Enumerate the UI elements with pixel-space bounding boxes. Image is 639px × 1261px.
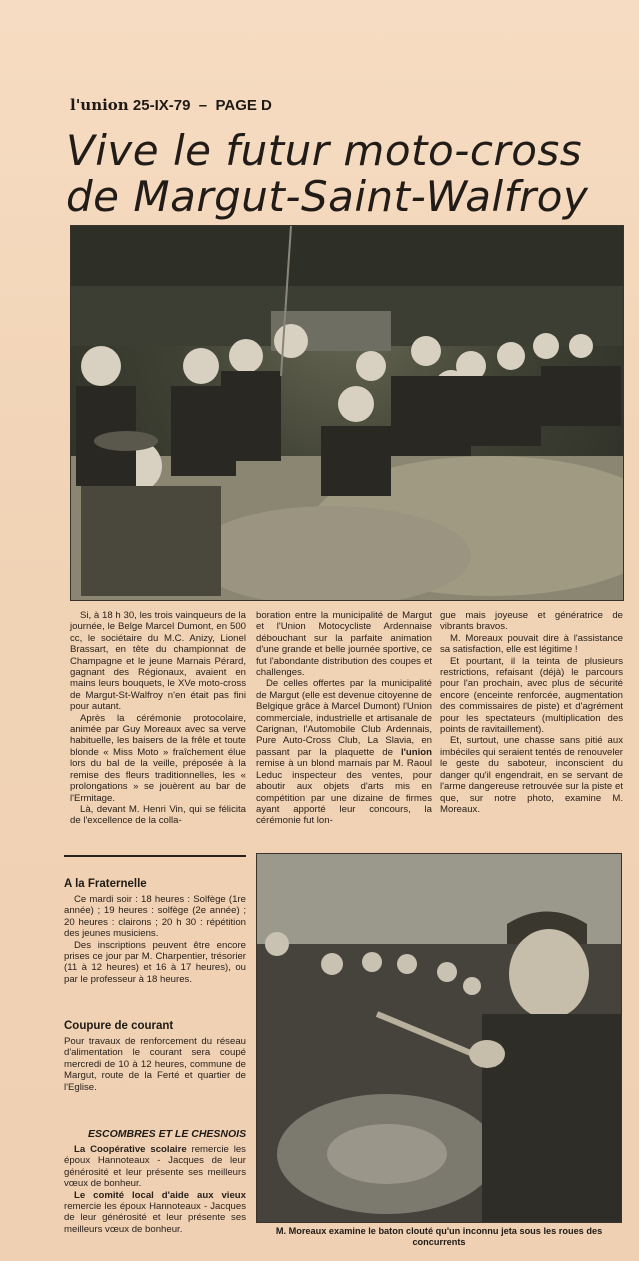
article-headline <box>66 128 636 220</box>
photo-caption: M. Moreaux examine le baton clouté qu'un inconnu jeta sous les roues des concurrents <box>275 1226 603 1247</box>
article-paragraph: boration entre la municipalité de Margut et l'Union Motocycliste Ardennaise débouchant sur la parfaite animation d'une grande et belle journée sportive, ce fut l'abondante distribution des coupes et challenges. <box>256 610 432 679</box>
section-divider <box>64 855 246 857</box>
fraternelle-paragraph: Des inscriptions peuvent être encore prises ce jour par M. Charpentier, trésorier (11 à 12 heures) et 16 à 17 heures), ou par le professeur à 18 heures. <box>64 939 246 985</box>
article-text: remise à un blond marnais par M. Raoul Leduc inspecteur des ventes, pour aboutir aux objets d'arts mis en compétition par une dizaine de firmes ayant apporté leur concours, la cérémonie fut lon- <box>256 758 432 827</box>
coupure-title: Coupure de courant <box>64 1020 174 1032</box>
coupure-paragraph: Pour travaux de renforcement du réseau d'alimentation le courant sera coupé mercredi de 10 à 12 heures, commune de Margut, route de la Ferté et quartier de l'Eglise. <box>64 1036 246 1093</box>
moreaux-photo-illustration <box>257 854 622 1223</box>
crowd-photo <box>70 225 624 601</box>
escombres-org-2: Le comité local d'aide aux vieux <box>74 1189 246 1201</box>
article-paragraph: M. Moreaux pouvait dire à l'assistance sa satisfaction, elle est légitime ! <box>440 632 623 656</box>
crowd-photo-illustration <box>71 226 624 601</box>
header-date: 25-IX-79 <box>132 97 191 114</box>
headline-line-2: de Margut-Saint-Walfroy <box>66 172 589 221</box>
article-paragraph: Là, devant M. Henri Vin, qui se félicita de l'excellence de la colla- <box>70 803 246 827</box>
newspaper-brand-inline: l'union <box>400 746 432 758</box>
coupure-text <box>64 1036 246 1093</box>
newspaper-brand: l'union <box>70 96 129 114</box>
escombres-text <box>64 1144 246 1235</box>
article-paragraph <box>256 678 432 826</box>
escombres-paragraph <box>64 1144 246 1190</box>
escombres-title: ESCOMBRES ET LE CHESNOIS <box>88 1128 247 1140</box>
escombres-org-1: La Coopérative scolaire <box>74 1144 187 1155</box>
article-text: De celles offertes par la municipalité de Margut (elle est devenue citoyenne de Belgique grâce à Marcel Dumont) l'Union commerciale, industrielle et artisanale de Carignan, l'Automobile Club Ardennais, Pure Auto-Cross Club, La Slavia, en passant par la plaquette de <box>256 678 432 758</box>
article-paragraph: gue mais joyeuse et génératrice de vibrants bravos. <box>440 610 623 633</box>
article-paragraph: Et pourtant, il la teinta de plusieurs restrictions, refaisant (déjà) le parcours pour l'an prochain, avec plus de sécurité encore (enceinte renforcée, augmentation des commissaires de piste) et d'agrément pour les spectateurs (multiplication des points de ravitaillement). <box>440 655 623 736</box>
article-paragraph: Si, à 18 h 30, les trois vainqueurs de la journée, le Belge Marcel Dumont, en 500 cc, le sociétaire du M.C. Anizy, Lionel Brassart, en tête du championnat de Champagne et le jeune Marnais Pérard, gagnant des Régionaux, avaient en mains leurs bouquets, le XVe moto-cross de Margut-St-Walfroy n'en était pas fini pour autant. <box>70 610 246 713</box>
header-page: PAGE D <box>215 97 272 114</box>
escombres-paragraph <box>64 1190 246 1236</box>
escombres-text-2: remercie les époux Hannoteaux - Jacques de leur générosité et leur présente ses meilleurs vœux de bonheur. <box>64 1201 246 1235</box>
escombres-text-1: remercie les époux Hannoteaux - Jacques de leur générosité et leur présente ses meilleurs vœux de bonheur. <box>64 1144 246 1190</box>
moreaux-photo <box>256 853 622 1223</box>
fraternelle-title: A la Fraternelle <box>64 878 147 890</box>
article-paragraph: Et, surtout, une chasse sans pitié aux imbéciles qui seraient tentés de renouveler le geste du saboteur, inconscient du danger qu'il engendrait, en se servant de l'arme dangereuse retrouvée sur la piste et que, sur notre photo, examine M. Moreaux. <box>440 735 623 815</box>
article-paragraph: Après la cérémonie protocolaire, animée par Guy Moreaux avec sa verve habituelle, les baisers de la frêle et toute blonde « Miss Moto » fraîchement élue lors du bal de la veille, préposée à la remise des fleurs traditionnelles, les « prolongations » se jouèrent au bar de l'Ermitage. <box>70 712 246 804</box>
fraternelle-paragraph: Ce mardi soir : 18 heures : Solfège (1re année) ; 19 heures : solfège (2e année) ; 20 heures : clairons ; 20 h 30 : répétition des jeunes musiciens. <box>64 894 246 940</box>
page-header <box>70 96 610 118</box>
fraternelle-text <box>64 894 246 985</box>
article-column-3 <box>440 610 623 815</box>
article-column-2 <box>256 610 432 827</box>
header-separator: – <box>198 97 208 114</box>
article-column-1 <box>70 610 246 827</box>
headline-line-1: Vive le futur moto-cross <box>66 126 583 175</box>
